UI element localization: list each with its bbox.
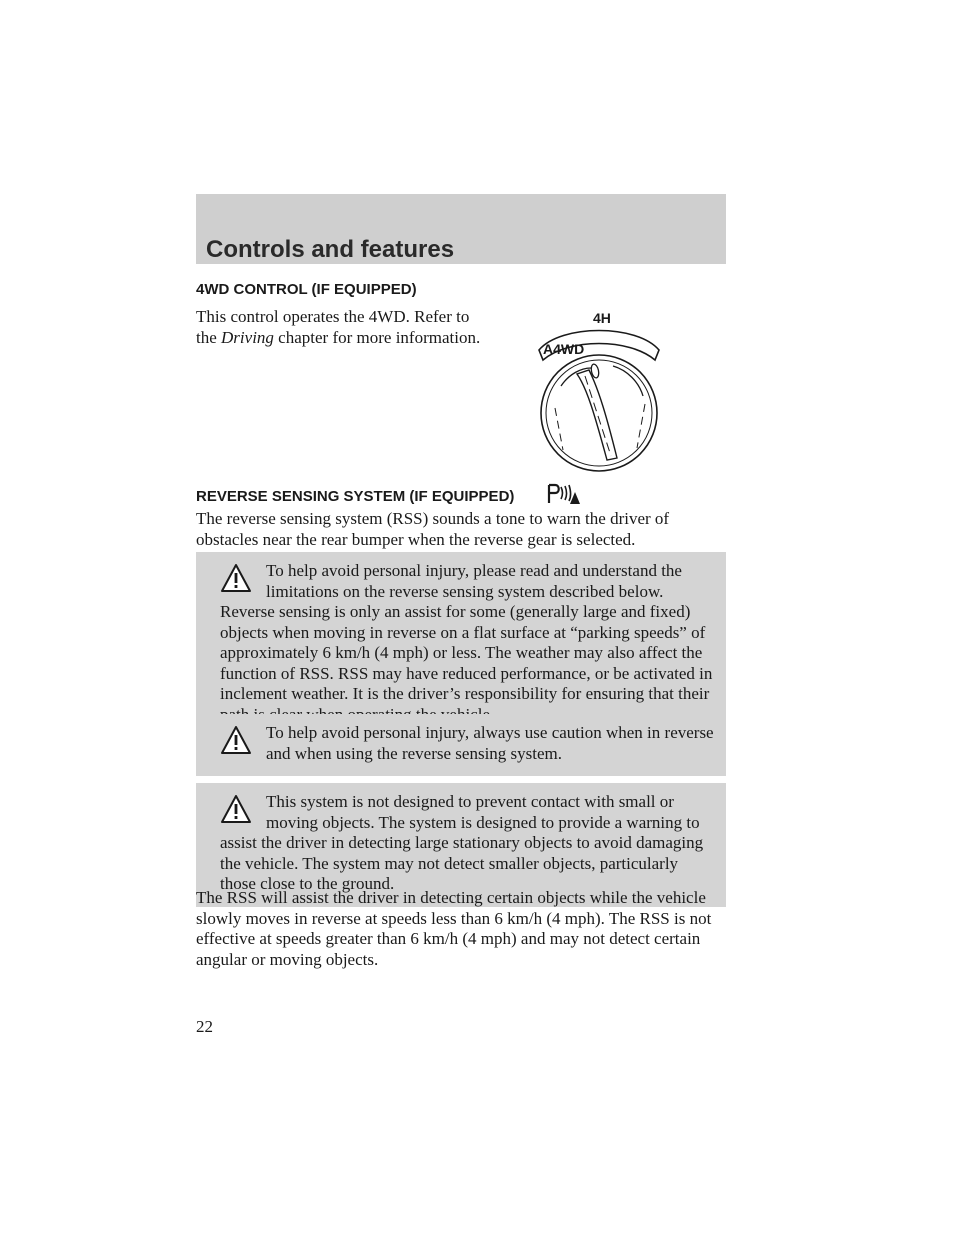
rss-closing-paragraph: The RSS will assist the driver in detecting certain objects while the vehicle slowly moves in reverse at speeds less than 6 km/h (4 mph). The RSS is not effective at speeds greater than 6 km/h (4 mph) and may not detect certain angular or moving objects. (196, 888, 712, 969)
dial-label-a4wd: A4WD (543, 341, 585, 357)
warning-box (196, 552, 726, 737)
4wd-text-italic: Driving (221, 327, 274, 347)
warning-triangle-icon (220, 794, 252, 824)
warning-text: To help avoid personal injury, always use caution when in reverse and when using the reverse sensing system. (266, 723, 714, 763)
4wd-text-after: chapter for more information. (273, 327, 481, 347)
page-number: 22 (196, 1017, 213, 1036)
reverse-sensing-icon (546, 483, 580, 505)
dial-label-4h: 4H (593, 310, 611, 326)
4wd-dial-illustration (533, 300, 665, 475)
warning-text: To help avoid personal injury, please read and understand the limitations on the reverse sensing system described below. Reverse sensing is only an assist for some (generally large and fixed) objects when moving in reverse on a flat surface at “parking speeds” of approximately 6 km/h (4 mph) or less. The weather may also affect the function of RSS. RSS may have reduced performance, or be activated in inclement weather. It is the driver’s responsibility for ensuring that their (220, 561, 713, 703)
4wd-description (196, 307, 481, 348)
rss-intro: The reverse sensing system (RSS) sounds a tone to warn the driver of obstacles near the rear bumper when the reverse gear is selected. (196, 509, 670, 549)
heading-4wd-control: 4WD CONTROL (IF EQUIPPED) (196, 281, 417, 298)
4wd-text-before: This control operates the 4WD. Refer to the (196, 307, 470, 347)
page-section-title: Controls and features (206, 236, 455, 263)
warning-triangle-icon (220, 563, 252, 593)
warning-text: This system is not designed to prevent contact with small or moving objects. The system is designed to provide a warning to assist the driver in detecting large stationary objects to avoid damaging the vehicle. The system may not detect smaller objects, particularly those close to the ground. (220, 792, 704, 893)
heading-reverse-sensing: REVERSE SENSING SYSTEM (IF EQUIPPED) (196, 488, 515, 505)
warning-box (196, 714, 726, 776)
warning-triangle-icon (220, 725, 252, 755)
